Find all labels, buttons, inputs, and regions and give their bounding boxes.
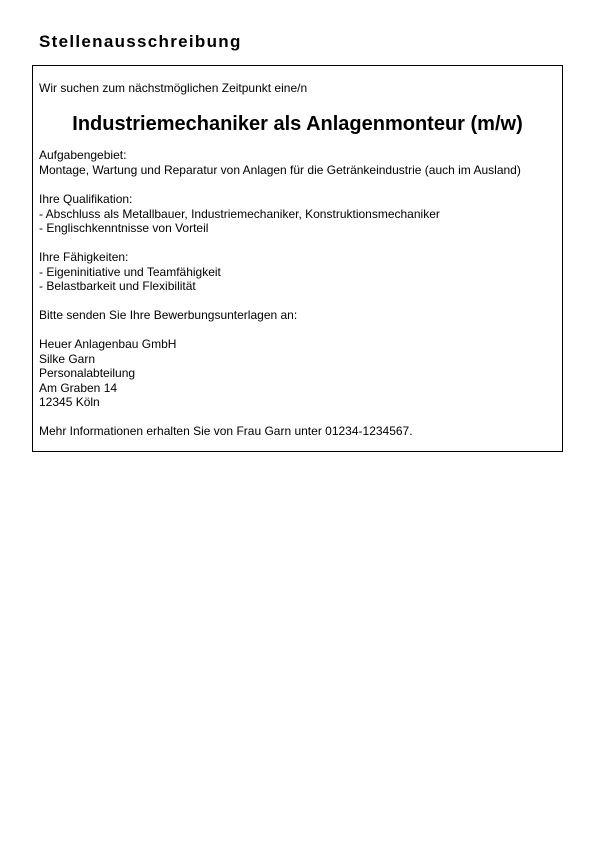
job-ad-box [32, 65, 563, 452]
job-title: Industriemechaniker als Anlagenmonteur (m/w) [72, 113, 523, 135]
intro-text: Wir suchen zum nächstmöglichen Zeitpunkt eine/n [39, 81, 308, 95]
skills-label: Ihre Fähigkeiten: [39, 250, 129, 264]
skills-item: - Belastbarkeit und Flexibilität [39, 279, 196, 294]
qualification-label: Ihre Qualifikation: [39, 192, 133, 206]
address-city: 12345 Köln [39, 395, 100, 410]
address-street: Am Graben 14 [39, 380, 118, 395]
address-department: Personalabteilung [39, 366, 136, 381]
address-company: Heuer Anlagenbau GmbH [39, 337, 177, 351]
contact-info: Mehr Informationen erhalten Sie von Frau Garn unter 01234-1234567. [39, 424, 413, 438]
skills-item: - Eigeninitiative und Teamfähigkeit [39, 264, 221, 279]
tasks-text: Montage, Wartung und Reparatur von Anlagen für die Getränkeindustrie (auch im Ausland) [39, 162, 521, 177]
apply-text: Bitte senden Sie Ihre Bewerbungsunterlagen an: [39, 308, 298, 322]
address-contact-person: Silke Garn [39, 351, 96, 366]
tasks-label: Aufgabengebiet: [39, 148, 127, 162]
page-title: Stellenausschreibung [39, 32, 242, 51]
qualification-item: - Abschluss als Metallbauer, Industriemechaniker, Konstruktionsmechaniker [39, 206, 440, 221]
qualification-item: - Englischkenntnisse von Vorteil [39, 221, 209, 236]
